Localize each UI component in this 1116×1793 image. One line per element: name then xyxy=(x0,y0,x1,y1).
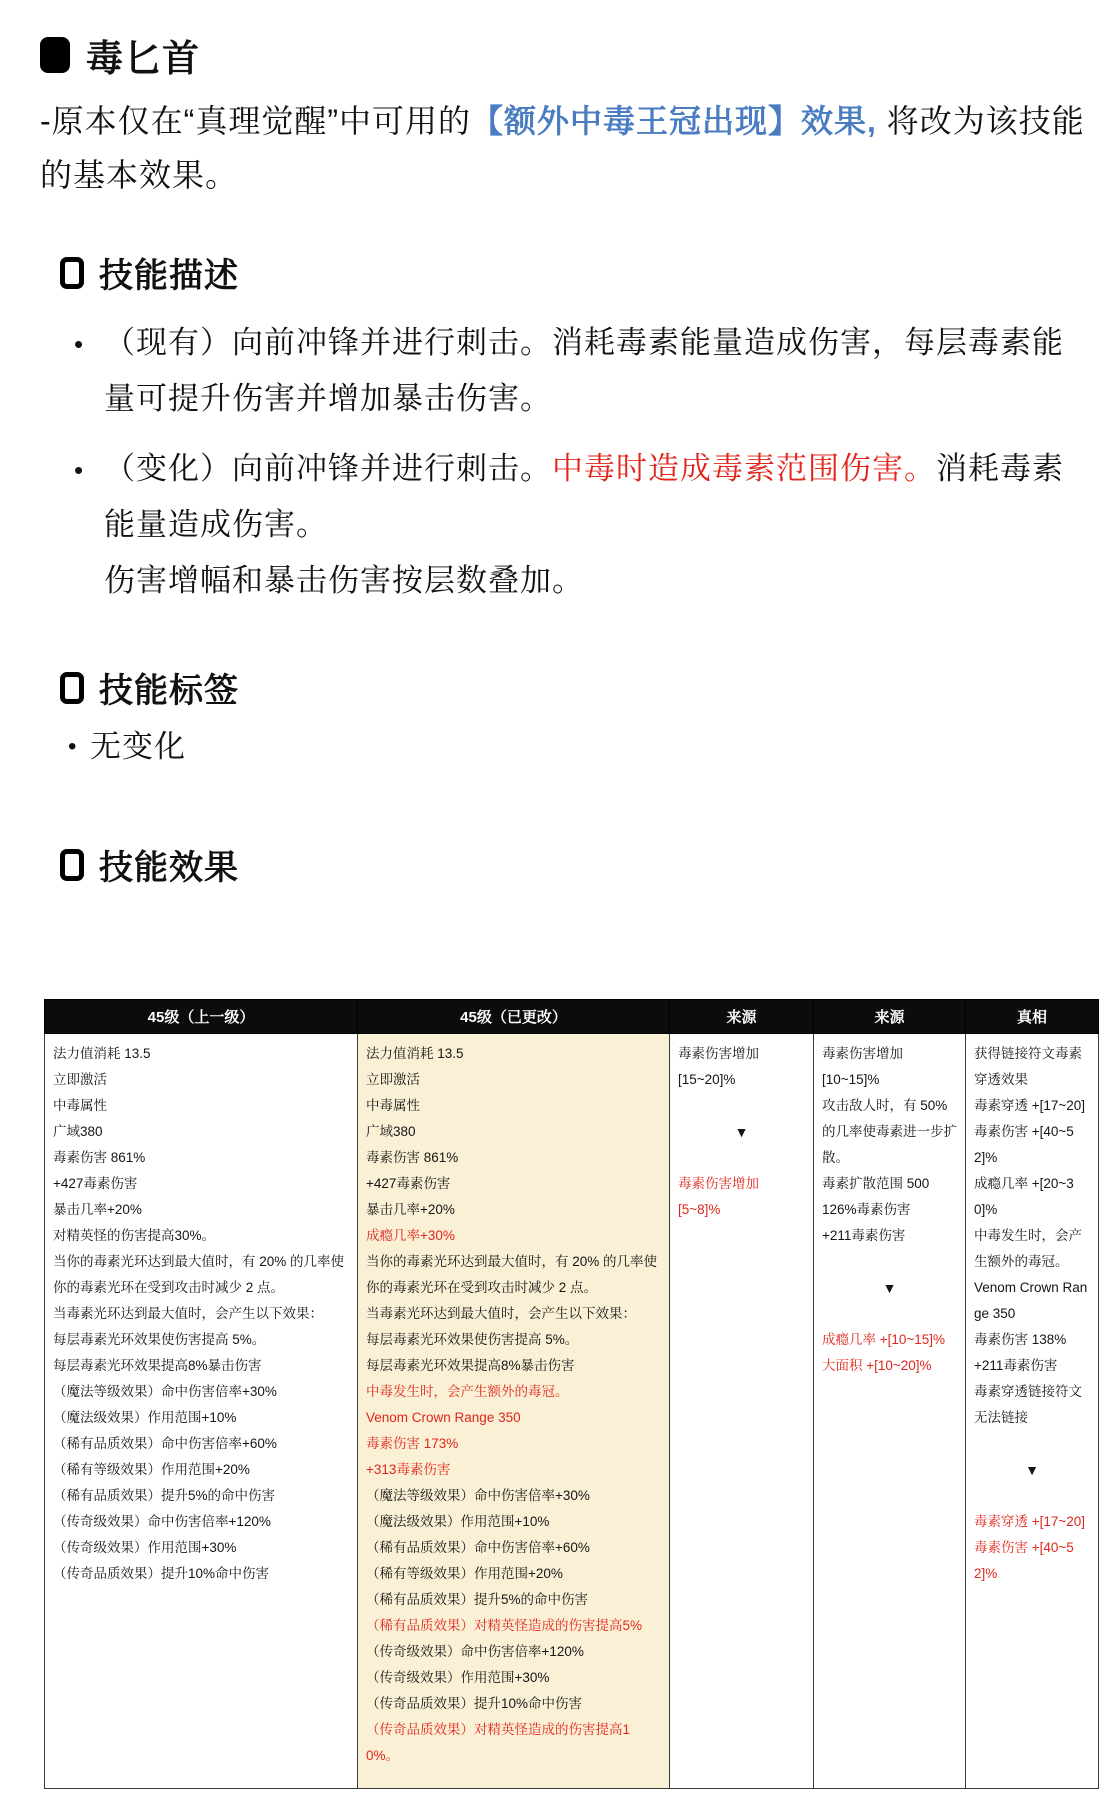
effect-line: 126%毒素伤害 xyxy=(822,1202,911,1217)
effect-line: （魔法级效果）作用范围+10% xyxy=(53,1410,237,1425)
skill-tags-text: 无变化 xyxy=(90,729,186,764)
blank-line xyxy=(678,1093,805,1119)
text-segment: 【额外中毒王冠出现】效果, xyxy=(470,103,877,139)
effect-line: [15~20]% xyxy=(678,1072,736,1087)
effect-line: （稀有等级效果）作用范围+20% xyxy=(366,1566,563,1581)
effect-line: 毒素伤害 861% xyxy=(53,1150,146,1165)
effect-line: 攻击敌人时，有 50% 的几率使毒素进一步扩散。 xyxy=(822,1098,957,1165)
section-title: 技能标签 xyxy=(99,672,239,710)
effect-line: 获得链接符文毒素穿透效果 xyxy=(974,1046,1082,1087)
bullet-item-1 xyxy=(40,315,1080,427)
effect-line: 法力值消耗 13.5 xyxy=(366,1046,464,1061)
effect-line: Venom Crown Range 350 xyxy=(366,1410,521,1425)
intro-paragraph xyxy=(40,94,1098,202)
arrow-down-icon: ▼ xyxy=(882,1280,897,1296)
effect-line: 成瘾几率+30% xyxy=(366,1228,455,1243)
blank-line xyxy=(678,1145,805,1171)
blank-line xyxy=(974,1431,1090,1457)
bullet-dot: • xyxy=(68,733,78,760)
effect-line: 毒素穿透 +[17~20] xyxy=(974,1098,1086,1113)
text-segment: （现有）向前冲锋并进行刺击。消耗毒素能量造成伤害，每层毒素能量可提升伤害并增加暴击伤害。 xyxy=(104,325,1064,416)
effect-line: +211毒素伤害 xyxy=(822,1228,906,1243)
skill-tags-bullet xyxy=(40,726,1098,768)
effect-line: 毒素伤害 +[40~52]% xyxy=(974,1124,1074,1165)
section-skill-description xyxy=(60,248,1098,297)
column-header-4: 来源 xyxy=(814,1000,966,1034)
effect-line: 成瘾几率 +[10~15]% xyxy=(822,1332,946,1347)
effect-line: 成瘾几率 +[20~30]% xyxy=(974,1176,1074,1217)
effect-line: 每层毒素光环效果提高8%暴击伤害 xyxy=(366,1358,575,1373)
effect-line: 中毒发生时，会产生额外的毒冠。 xyxy=(366,1384,569,1399)
effect-line: （稀有品质效果）命中伤害倍率+60% xyxy=(366,1540,590,1555)
bullet-dot: • xyxy=(74,455,85,485)
column-header-5: 真相 xyxy=(966,1000,1099,1034)
arrow-down-icon: ▼ xyxy=(1025,1462,1039,1478)
cell-source-1 xyxy=(670,1034,814,1789)
effect-line: 立即激活 xyxy=(53,1072,107,1087)
section-title: 技能描述 xyxy=(99,257,239,295)
bullet-item-2 xyxy=(40,441,1080,609)
effect-line: 毒素伤害 +[40~52]% xyxy=(974,1540,1074,1581)
skill-effects-table xyxy=(44,999,1099,1789)
effect-line: 中毒属性 xyxy=(53,1098,107,1113)
effect-line: 立即激活 xyxy=(366,1072,420,1087)
effect-line: （魔法等级效果）命中伤害倍率+30% xyxy=(53,1384,277,1399)
effect-line: 暴击几率+20% xyxy=(53,1202,142,1217)
effect-line: 毒素穿透链接符文无法链接 xyxy=(974,1384,1082,1425)
effect-line: 毒素伤害 861% xyxy=(366,1150,459,1165)
section-skill-tags xyxy=(60,663,1098,712)
blank-line xyxy=(822,1301,957,1327)
text-segment: （变化）向前冲锋并进行刺击。 xyxy=(104,451,552,486)
cell-source-2 xyxy=(814,1034,966,1789)
effect-line: （稀有品质效果）提升5%的命中伤害 xyxy=(366,1592,589,1607)
effect-line: 暴击几率+20% xyxy=(366,1202,455,1217)
hollow-square-icon xyxy=(60,672,84,704)
column-header-2: 45级（已更改） xyxy=(358,1000,670,1034)
effect-line: 法力值消耗 13.5 xyxy=(53,1046,151,1061)
effect-line: 毒素伤害 138% xyxy=(974,1332,1067,1347)
effect-line: 毒素伤害增加 xyxy=(822,1046,903,1061)
effect-line: +313毒素伤害 xyxy=(366,1462,451,1477)
text-segment: 中毒时造成毒素范围伤害。 xyxy=(552,451,936,486)
text-segment: 消耗毒素能量造成伤害。 xyxy=(104,451,1064,542)
effect-line: （传奇级效果）命中伤害倍率+120% xyxy=(53,1514,271,1529)
text-segment: 将改为该技能的基本效果。 xyxy=(40,103,1085,193)
page-title-row xyxy=(40,28,1098,82)
cell-level-45-changed xyxy=(358,1034,670,1789)
arrow-down-icon: ▼ xyxy=(734,1124,749,1140)
effect-line: 每层毒素光环效果使伤害提高 5%。 xyxy=(366,1332,579,1347)
column-header-3: 来源 xyxy=(670,1000,814,1034)
table-header-row xyxy=(45,1000,1099,1034)
effect-line: 毒素扩散范围 500 xyxy=(822,1176,930,1191)
effect-line: （传奇级效果）作用范围+30% xyxy=(366,1670,550,1685)
effect-line: 毒素伤害 173% xyxy=(366,1436,459,1451)
effect-line: 每层毒素光环效果提高8%暴击伤害 xyxy=(53,1358,262,1373)
effect-line: Venom Crown Range 350 xyxy=(974,1280,1088,1321)
table-body-row xyxy=(45,1034,1099,1789)
effect-line: +427毒素伤害 xyxy=(53,1176,138,1191)
effect-line: （魔法级效果）作用范围+10% xyxy=(366,1514,550,1529)
effect-line: （传奇级效果）作用范围+30% xyxy=(53,1540,237,1555)
effect-line: 每层毒素光环效果使伤害提高 5%。 xyxy=(53,1332,266,1347)
effect-line: 中毒发生时，会产生额外的毒冠。 xyxy=(974,1228,1082,1269)
effect-line: 当你的毒素光环达到最大值时，有 20% 的几率使你的毒素光环在受到攻击时减少 2 点。 xyxy=(53,1254,345,1295)
effect-line: 大面积 +[10~20]% xyxy=(822,1358,932,1373)
page-title: 毒匕首 xyxy=(86,38,200,79)
effect-line: 对精英怪的伤害提高30%。 xyxy=(53,1228,216,1243)
effect-line: （稀有品质效果）命中伤害倍率+60% xyxy=(53,1436,277,1451)
effect-line: +427毒素伤害 xyxy=(366,1176,451,1191)
effect-line: [10~15]% xyxy=(822,1072,880,1087)
effect-line: 毒素穿透 +[17~20] xyxy=(974,1514,1086,1529)
effect-line: [5~8]% xyxy=(678,1202,721,1217)
effect-line: 当毒素光环达到最大值时，会产生以下效果： xyxy=(366,1306,636,1321)
hollow-square-icon xyxy=(60,257,84,289)
effect-line: 毒素伤害增加 xyxy=(678,1046,759,1061)
effect-line: （传奇品质效果）提升10%命中伤害 xyxy=(53,1566,270,1581)
effect-line: （稀有品质效果）提升5%的命中伤害 xyxy=(53,1488,276,1503)
bullet-dot: • xyxy=(74,329,85,359)
effect-line: （稀有等级效果）作用范围+20% xyxy=(53,1462,250,1477)
blank-line xyxy=(822,1249,957,1275)
section-skill-effects xyxy=(60,840,1098,889)
effect-line: （稀有品质效果）对精英怪造成的伤害提高5% xyxy=(366,1618,643,1633)
skill-description-bullets xyxy=(40,315,1098,609)
effect-line: 当你的毒素光环达到最大值时，有 20% 的几率使你的毒素光环在受到攻击时减少 2 点。 xyxy=(366,1254,658,1295)
effect-line: 中毒属性 xyxy=(366,1098,420,1113)
text-segment: 伤害增幅和暴击伤害按层数叠加。 xyxy=(104,563,584,598)
effect-line: （传奇品质效果）提升10%命中伤害 xyxy=(366,1696,583,1711)
effect-line: 当毒素光环达到最大值时，会产生以下效果： xyxy=(53,1306,323,1321)
effect-line: （传奇品质效果）对精英怪造成的伤害提高10%。 xyxy=(366,1722,631,1763)
blank-line xyxy=(974,1483,1090,1509)
filled-square-bullet-icon xyxy=(40,37,70,73)
cell-level-45-previous xyxy=(45,1034,358,1789)
hollow-square-icon xyxy=(60,849,84,881)
effect-line: 广域380 xyxy=(366,1124,416,1139)
effect-line: （魔法等级效果）命中伤害倍率+30% xyxy=(366,1488,590,1503)
cell-truth xyxy=(966,1034,1099,1789)
effect-line: +211毒素伤害 xyxy=(974,1358,1058,1373)
effect-line: 毒素伤害增加 xyxy=(678,1176,759,1191)
column-header-1: 45级（上一级） xyxy=(45,1000,358,1034)
effect-line: （传奇级效果）命中伤害倍率+120% xyxy=(366,1644,584,1659)
section-title: 技能效果 xyxy=(99,849,239,887)
effect-line: 广域380 xyxy=(53,1124,103,1139)
text-segment: -原本仅在“真理觉醒”中可用的 xyxy=(40,103,471,139)
